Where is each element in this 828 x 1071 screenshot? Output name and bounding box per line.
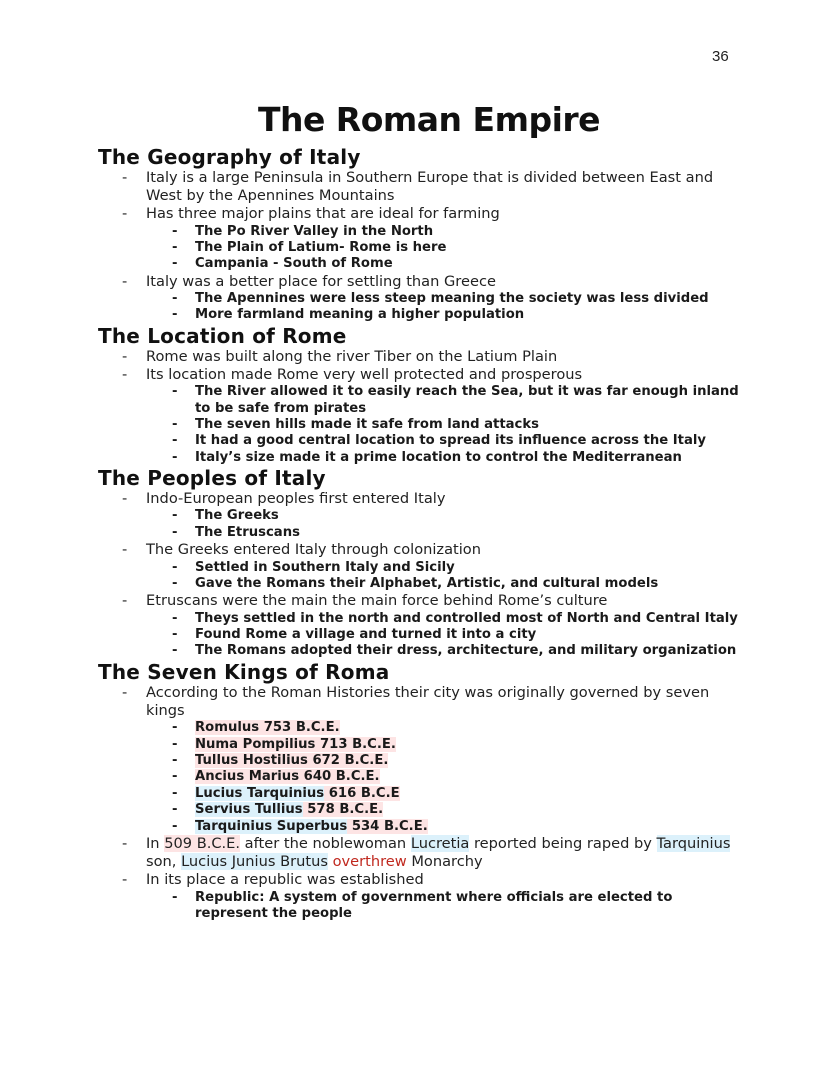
sub-bullet: - The Romans adopted their dress, architecture, and military organization bbox=[98, 643, 748, 659]
king-item bbox=[98, 720, 748, 736]
sub-bullet: - Gave the Romans their Alphabet, Artistic, and cultural models bbox=[98, 576, 748, 592]
section-heading: The Location of Rome bbox=[98, 323, 347, 348]
text-run: reported being raped by bbox=[469, 834, 657, 852]
bullet: - Its location made Rome very well protected and prosperous bbox=[98, 366, 748, 384]
date-highlight: 509 B.C.E. bbox=[164, 834, 241, 852]
text-run: son, bbox=[146, 853, 182, 871]
bullet: - In its place a republic was established bbox=[98, 871, 748, 889]
text-run: Monarchy bbox=[406, 853, 483, 871]
king-name: Servius Tullius bbox=[195, 802, 303, 818]
king-name: Ancius Marius bbox=[195, 769, 300, 785]
sub-bullet: - Settled in Southern Italy and Sicily bbox=[98, 560, 748, 576]
sub-bullet: - Italy’s size made it a prime location to control the Mediterranean bbox=[98, 450, 748, 466]
section-location bbox=[98, 324, 748, 466]
page-title: The Roman Empire bbox=[257, 100, 601, 139]
sub-bullet: - The Apennines were less steep meaning the society was less divided bbox=[98, 291, 748, 307]
king-date: 578 B.C.E. bbox=[307, 802, 384, 818]
king-item bbox=[98, 786, 748, 802]
text-run: after the noblewoman bbox=[240, 834, 411, 852]
king-item bbox=[98, 819, 748, 835]
king-name: Lucius Tarquinius bbox=[195, 785, 325, 801]
king-date: 753 B.C.E. bbox=[263, 720, 340, 736]
sub-bullet: - Campania - South of Rome bbox=[98, 256, 748, 272]
bullet: - Indo-European peoples first entered Italy bbox=[98, 490, 748, 508]
bullet: - Italy is a large Peninsula in Southern Europe that is divided between East and West by the Apennines Mountains bbox=[98, 169, 748, 205]
sub-bullet: - The Plain of Latium- Rome is here bbox=[98, 240, 748, 256]
king-date: 672 B.C.E. bbox=[312, 752, 389, 768]
bullet: - According to the Roman Histories their city was originally governed by seven kings bbox=[98, 684, 748, 720]
section-heading: The Seven Kings of Roma bbox=[98, 659, 390, 684]
sub-bullet: - More farmland meaning a higher population bbox=[98, 307, 748, 323]
king-name: Tullus Hostilius bbox=[195, 752, 308, 768]
sub-bullet: - Republic: A system of government where officials are elected to represent the people bbox=[98, 890, 748, 923]
king-date: 616 B.C.E bbox=[328, 785, 400, 801]
king-name: Numa Pompilius bbox=[195, 736, 316, 752]
red-keyword: overthrew bbox=[332, 853, 407, 871]
sub-bullet: - The Etruscans bbox=[98, 525, 748, 541]
section-geography bbox=[98, 145, 748, 324]
king-item bbox=[98, 753, 748, 769]
king-date: 640 B.C.E. bbox=[303, 769, 380, 785]
king-item bbox=[98, 737, 748, 753]
name-highlight: Lucretia bbox=[410, 834, 470, 852]
sub-bullet: - Found Rome a village and turned it into a city bbox=[98, 627, 748, 643]
section-heading: The Peoples of Italy bbox=[98, 466, 326, 491]
king-name: Romulus bbox=[195, 720, 260, 736]
page-number: 36 bbox=[712, 48, 729, 65]
king-item bbox=[98, 769, 748, 785]
sub-bullet: - The seven hills made it safe from land attacks bbox=[98, 417, 748, 433]
sub-bullet: - The Po River Valley in the North bbox=[98, 224, 748, 240]
section-peoples bbox=[98, 466, 748, 659]
name-highlight: Lucius Junius Brutus bbox=[181, 853, 328, 871]
sub-bullet: - It had a good central location to spread its influence across the Italy bbox=[98, 433, 748, 449]
king-date: 534 B.C.E. bbox=[351, 818, 428, 834]
king-name: Tarquinius Superbus bbox=[195, 818, 348, 834]
king-date: 713 B.C.E. bbox=[319, 736, 396, 752]
document-body bbox=[98, 145, 748, 922]
king-item bbox=[98, 802, 748, 818]
sub-bullet: - The Greeks bbox=[98, 508, 748, 524]
bullet: - The Greeks entered Italy through colonization bbox=[98, 541, 748, 559]
bullet: - Etruscans were the main the main force behind Rome’s culture bbox=[98, 592, 748, 610]
sub-bullet: - Theys settled in the north and controlled most of North and Central Italy bbox=[98, 611, 748, 627]
name-highlight: Tarquinius bbox=[656, 834, 731, 852]
section-kings bbox=[98, 660, 748, 923]
bullet bbox=[98, 835, 748, 871]
section-heading: The Geography of Italy bbox=[98, 145, 361, 169]
text-run: In bbox=[146, 834, 165, 852]
bullet: - Italy was a better place for settling than Greece bbox=[98, 273, 748, 291]
sub-bullet: - The River allowed it to easily reach the Sea, but it was far enough inland to be safe from pirates bbox=[98, 384, 748, 417]
bullet: - Rome was built along the river Tiber on the Latium Plain bbox=[98, 348, 748, 366]
bullet: - Has three major plains that are ideal for farming bbox=[98, 205, 748, 223]
